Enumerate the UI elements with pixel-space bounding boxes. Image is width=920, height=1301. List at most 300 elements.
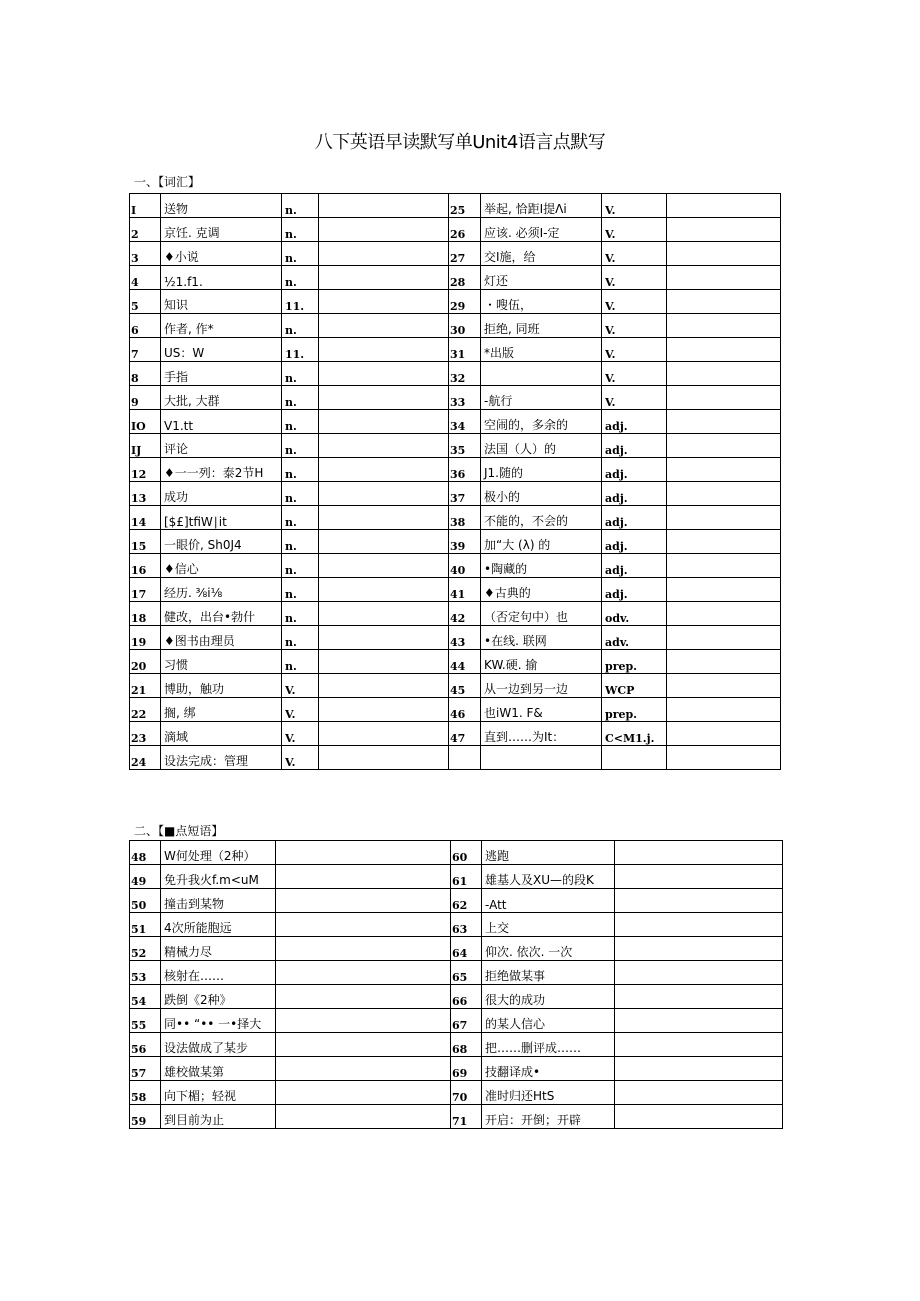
chinese-meaning: 向下楣；轻视 xyxy=(161,1081,276,1105)
entry-number: 69 xyxy=(451,1057,482,1081)
chinese-meaning: 仰次. 依次. 一次 xyxy=(482,937,615,961)
answer-blank[interactable] xyxy=(667,578,781,602)
answer-blank[interactable] xyxy=(319,506,449,530)
phrase-row xyxy=(130,985,783,1009)
entry-number: 41 xyxy=(449,578,481,602)
chinese-meaning: ½1.f1. xyxy=(161,266,282,290)
entry-number: I xyxy=(130,194,161,218)
entry-number: 29 xyxy=(449,290,481,314)
answer-blank[interactable] xyxy=(319,434,449,458)
answer-blank[interactable] xyxy=(667,266,781,290)
entry-number: 3 xyxy=(130,242,161,266)
answer-blank[interactable] xyxy=(667,530,781,554)
answer-blank[interactable] xyxy=(667,650,781,674)
entry-number: 37 xyxy=(449,482,481,506)
answer-blank[interactable] xyxy=(667,746,781,770)
answer-blank[interactable] xyxy=(276,961,451,985)
chinese-meaning: 经历. ⅜i⅛ xyxy=(161,578,282,602)
chinese-meaning: J1.随的 xyxy=(481,458,602,482)
answer-blank[interactable] xyxy=(667,194,781,218)
chinese-meaning: 准时归还HtS xyxy=(482,1081,615,1105)
chinese-meaning: 京饪. 克调 xyxy=(161,218,282,242)
part-of-speech: V. xyxy=(602,218,667,242)
entry-number: IJ xyxy=(130,434,161,458)
chinese-meaning: 不能的，不会的 xyxy=(481,506,602,530)
chinese-meaning: 跌倒《2种》 xyxy=(161,985,276,1009)
chinese-meaning: 空闹的，多余的 xyxy=(481,410,602,434)
answer-blank[interactable] xyxy=(615,1057,783,1081)
chinese-meaning: ♦图书由理员 xyxy=(161,626,282,650)
answer-blank[interactable] xyxy=(667,362,781,386)
chinese-meaning: 雄校做某第 xyxy=(161,1057,276,1081)
answer-blank[interactable] xyxy=(667,314,781,338)
chinese-meaning: 4次所能胞远 xyxy=(161,913,276,937)
chinese-meaning xyxy=(481,362,602,386)
entry-number: 2 xyxy=(130,218,161,242)
phrase-row xyxy=(130,1081,783,1105)
entry-number: 27 xyxy=(449,242,481,266)
entry-number: 49 xyxy=(130,865,161,889)
part-of-speech: n. xyxy=(282,314,319,338)
entry-number: 5 xyxy=(130,290,161,314)
answer-blank[interactable] xyxy=(667,482,781,506)
entry-number: 19 xyxy=(130,626,161,650)
part-of-speech: adj. xyxy=(602,530,667,554)
vocab-row xyxy=(130,290,781,314)
answer-blank[interactable] xyxy=(667,434,781,458)
part-of-speech: V. xyxy=(602,290,667,314)
chinese-meaning: W何处理（2种） xyxy=(161,841,276,865)
part-of-speech: V. xyxy=(602,314,667,338)
answer-blank[interactable] xyxy=(276,889,451,913)
part-of-speech: adj. xyxy=(602,458,667,482)
entry-number: 51 xyxy=(130,913,161,937)
page-title: 八下英语早读默写单Unit4语言点默写 xyxy=(314,132,606,153)
phrase-row xyxy=(130,937,783,961)
answer-blank[interactable] xyxy=(667,722,781,746)
part-of-speech: odv. xyxy=(602,602,667,626)
vocab-row xyxy=(130,650,781,674)
answer-blank[interactable] xyxy=(667,410,781,434)
part-of-speech: n. xyxy=(282,602,319,626)
answer-blank[interactable] xyxy=(319,650,449,674)
vocab-row xyxy=(130,338,781,362)
answer-blank[interactable] xyxy=(319,242,449,266)
part-of-speech: V. xyxy=(602,386,667,410)
phrase-row xyxy=(130,841,783,865)
answer-blank[interactable] xyxy=(319,554,449,578)
chinese-meaning: *出版 xyxy=(481,338,602,362)
entry-number: 12 xyxy=(130,458,161,482)
part-of-speech: n. xyxy=(282,266,319,290)
answer-blank[interactable] xyxy=(276,985,451,1009)
entry-number: 18 xyxy=(130,602,161,626)
chinese-meaning: 极小的 xyxy=(481,482,602,506)
part-of-speech: WCP xyxy=(602,674,667,698)
answer-blank[interactable] xyxy=(615,841,783,865)
entry-number: 46 xyxy=(449,698,481,722)
chinese-meaning: 搁, 绑 xyxy=(161,698,282,722)
entry-number: 38 xyxy=(449,506,481,530)
answer-blank[interactable] xyxy=(276,1081,451,1105)
answer-blank[interactable] xyxy=(276,913,451,937)
vocab-row xyxy=(130,458,781,482)
vocab-row xyxy=(130,314,781,338)
answer-blank[interactable] xyxy=(667,242,781,266)
chinese-meaning: 知识 xyxy=(161,290,282,314)
entry-number: 59 xyxy=(130,1105,161,1129)
entry-number: 53 xyxy=(130,961,161,985)
entry-number: 67 xyxy=(451,1009,482,1033)
part-of-speech: adj. xyxy=(602,482,667,506)
entry-number: 40 xyxy=(449,554,481,578)
phrase-row xyxy=(130,1057,783,1081)
chinese-meaning: 免升我火f.m<uM xyxy=(161,865,276,889)
answer-blank[interactable] xyxy=(276,1009,451,1033)
answer-blank[interactable] xyxy=(615,889,783,913)
chinese-meaning: ♦信心 xyxy=(161,554,282,578)
answer-blank[interactable] xyxy=(276,937,451,961)
part-of-speech: n. xyxy=(282,434,319,458)
phrase-row xyxy=(130,1009,783,1033)
entry-number: 15 xyxy=(130,530,161,554)
answer-blank[interactable] xyxy=(319,266,449,290)
phrases-table xyxy=(129,840,783,1129)
entry-number: 52 xyxy=(130,937,161,961)
answer-blank[interactable] xyxy=(319,290,449,314)
chinese-meaning: 法国（人）的 xyxy=(481,434,602,458)
answer-blank[interactable] xyxy=(667,458,781,482)
answer-blank[interactable] xyxy=(319,674,449,698)
chinese-meaning xyxy=(481,746,602,770)
vocab-row xyxy=(130,506,781,530)
chinese-meaning: 灯还 xyxy=(481,266,602,290)
part-of-speech: V. xyxy=(602,362,667,386)
entry-number: 28 xyxy=(449,266,481,290)
chinese-meaning: 拒绝, 同班 xyxy=(481,314,602,338)
entry-number: 58 xyxy=(130,1081,161,1105)
part-of-speech: V. xyxy=(602,242,667,266)
chinese-meaning: 把……删评成…… xyxy=(482,1033,615,1057)
phrase-row xyxy=(130,1033,783,1057)
entry-number: 7 xyxy=(130,338,161,362)
vocab-row xyxy=(130,266,781,290)
part-of-speech: n. xyxy=(282,194,319,218)
chinese-meaning: •在线. 联网 xyxy=(481,626,602,650)
vocab-row xyxy=(130,674,781,698)
entry-number: 17 xyxy=(130,578,161,602)
answer-blank[interactable] xyxy=(319,410,449,434)
entry-number: 65 xyxy=(451,961,482,985)
entry-number: 32 xyxy=(449,362,481,386)
answer-blank[interactable] xyxy=(319,218,449,242)
entry-number: 6 xyxy=(130,314,161,338)
chinese-meaning: 到目前为止 xyxy=(161,1105,276,1129)
answer-blank[interactable] xyxy=(319,314,449,338)
answer-blank[interactable] xyxy=(319,746,449,770)
chinese-meaning: 手指 xyxy=(161,362,282,386)
answer-blank[interactable] xyxy=(276,1033,451,1057)
chinese-meaning: -Att xyxy=(482,889,615,913)
entry-number: 57 xyxy=(130,1057,161,1081)
vocab-row xyxy=(130,218,781,242)
entry-number: 14 xyxy=(130,506,161,530)
vocab-row xyxy=(130,386,781,410)
chinese-meaning: US：W xyxy=(161,338,282,362)
phrase-row xyxy=(130,865,783,889)
answer-blank[interactable] xyxy=(319,338,449,362)
phrase-row xyxy=(130,889,783,913)
entry-number: 36 xyxy=(449,458,481,482)
entry-number: 56 xyxy=(130,1033,161,1057)
chinese-meaning: 也iW1. F& xyxy=(481,698,602,722)
chinese-meaning: 技翻译成• xyxy=(482,1057,615,1081)
part-of-speech: n. xyxy=(282,578,319,602)
entry-number: 20 xyxy=(130,650,161,674)
chinese-meaning: ♦一一列：泰2节H xyxy=(161,458,282,482)
answer-blank[interactable] xyxy=(667,698,781,722)
part-of-speech: V. xyxy=(282,674,319,698)
answer-blank[interactable] xyxy=(319,530,449,554)
entry-number: 21 xyxy=(130,674,161,698)
chinese-meaning: 开启：开倒；开辟 xyxy=(482,1105,615,1129)
entry-number: 54 xyxy=(130,985,161,1009)
entry-number: 22 xyxy=(130,698,161,722)
answer-blank[interactable] xyxy=(319,722,449,746)
answer-blank[interactable] xyxy=(667,626,781,650)
chinese-meaning: 设法做成了某步 xyxy=(161,1033,276,1057)
entry-number: 68 xyxy=(451,1033,482,1057)
part-of-speech: n. xyxy=(282,218,319,242)
vocabulary-table xyxy=(129,193,781,770)
chinese-meaning: 逃跑 xyxy=(482,841,615,865)
part-of-speech: adv. xyxy=(602,626,667,650)
part-of-speech: V. xyxy=(602,194,667,218)
chinese-meaning: 设法完成：管理 xyxy=(161,746,282,770)
part-of-speech: adj. xyxy=(602,578,667,602)
entry-number: 13 xyxy=(130,482,161,506)
answer-blank[interactable] xyxy=(319,602,449,626)
chinese-meaning: 博助，触功 xyxy=(161,674,282,698)
chinese-meaning: 交I施，给 xyxy=(481,242,602,266)
part-of-speech: 11. xyxy=(282,290,319,314)
entry-number: 55 xyxy=(130,1009,161,1033)
part-of-speech: n. xyxy=(282,362,319,386)
answer-blank[interactable] xyxy=(276,1105,451,1129)
part-of-speech: V. xyxy=(602,338,667,362)
part-of-speech: n. xyxy=(282,530,319,554)
chinese-meaning: （否定句中）也 xyxy=(481,602,602,626)
chinese-meaning: [$£]tfiW∣it xyxy=(161,506,282,530)
entry-number: 9 xyxy=(130,386,161,410)
answer-blank[interactable] xyxy=(615,1033,783,1057)
entry-number: 43 xyxy=(449,626,481,650)
part-of-speech: n. xyxy=(282,506,319,530)
chinese-meaning: 大批, 大群 xyxy=(161,386,282,410)
part-of-speech: n. xyxy=(282,410,319,434)
entry-number: 30 xyxy=(449,314,481,338)
part-of-speech: n. xyxy=(282,626,319,650)
answer-blank[interactable] xyxy=(667,290,781,314)
answer-blank[interactable] xyxy=(276,1057,451,1081)
entry-number: 35 xyxy=(449,434,481,458)
part-of-speech: V. xyxy=(602,266,667,290)
entry-number: 39 xyxy=(449,530,481,554)
chinese-meaning: •陶藏的 xyxy=(481,554,602,578)
entry-number: 48 xyxy=(130,841,161,865)
entry-number: 62 xyxy=(451,889,482,913)
entry-number: 45 xyxy=(449,674,481,698)
chinese-meaning: 一眼价, Sh0J4 xyxy=(161,530,282,554)
part-of-speech: n. xyxy=(282,458,319,482)
entry-number: 63 xyxy=(451,913,482,937)
entry-number: 44 xyxy=(449,650,481,674)
entry-number: 47 xyxy=(449,722,481,746)
vocab-row xyxy=(130,410,781,434)
chinese-meaning: 拒绝做某事 xyxy=(482,961,615,985)
answer-blank[interactable] xyxy=(615,913,783,937)
entry-number: 70 xyxy=(451,1081,482,1105)
answer-blank[interactable] xyxy=(667,338,781,362)
entry-number: 64 xyxy=(451,937,482,961)
vocab-row xyxy=(130,602,781,626)
entry-number: 33 xyxy=(449,386,481,410)
part-of-speech: adj. xyxy=(602,434,667,458)
answer-blank[interactable] xyxy=(615,985,783,1009)
phrase-row xyxy=(130,1105,783,1129)
vocab-row xyxy=(130,194,781,218)
part-of-speech: V. xyxy=(282,746,319,770)
chinese-meaning: 成功 xyxy=(161,482,282,506)
chinese-meaning: 精械力尽 xyxy=(161,937,276,961)
answer-blank[interactable] xyxy=(319,386,449,410)
vocab-row xyxy=(130,242,781,266)
section-phrases-heading: 二、【■点短语】 xyxy=(134,824,224,838)
chinese-meaning: 直到……为It： xyxy=(481,722,602,746)
chinese-meaning: 送物 xyxy=(161,194,282,218)
answer-blank[interactable] xyxy=(319,362,449,386)
chinese-meaning: 的某人信心 xyxy=(482,1009,615,1033)
entry-number: 24 xyxy=(130,746,161,770)
part-of-speech: n. xyxy=(282,242,319,266)
chinese-meaning: 撞击到某物 xyxy=(161,889,276,913)
answer-blank[interactable] xyxy=(667,506,781,530)
vocab-row xyxy=(130,746,781,770)
chinese-meaning: ♦小说 xyxy=(161,242,282,266)
answer-blank[interactable] xyxy=(615,865,783,889)
entry-number xyxy=(449,746,481,770)
answer-blank[interactable] xyxy=(319,626,449,650)
entry-number: 71 xyxy=(451,1105,482,1129)
chinese-meaning: 作者, 作* xyxy=(161,314,282,338)
part-of-speech: adj. xyxy=(602,506,667,530)
answer-blank[interactable] xyxy=(667,674,781,698)
answer-blank[interactable] xyxy=(615,1081,783,1105)
chinese-meaning: 从一边到另一边 xyxy=(481,674,602,698)
phrase-row xyxy=(130,961,783,985)
part-of-speech: n. xyxy=(282,386,319,410)
part-of-speech: adj. xyxy=(602,554,667,578)
chinese-meaning: V1.tt xyxy=(161,410,282,434)
chinese-meaning: 加“大 (λ) 的 xyxy=(481,530,602,554)
chinese-meaning: -航行 xyxy=(481,386,602,410)
part-of-speech xyxy=(602,746,667,770)
section-vocabulary-heading: 一、【词汇】 xyxy=(134,175,201,189)
answer-blank[interactable] xyxy=(615,961,783,985)
chinese-meaning: 举起, 恰距I提Λi xyxy=(481,194,602,218)
answer-blank[interactable] xyxy=(667,386,781,410)
answer-blank[interactable] xyxy=(319,698,449,722)
part-of-speech: V. xyxy=(282,698,319,722)
part-of-speech: n. xyxy=(282,482,319,506)
chinese-meaning: 健改，出台•勃什 xyxy=(161,602,282,626)
entry-number: 31 xyxy=(449,338,481,362)
answer-blank[interactable] xyxy=(319,578,449,602)
answer-blank[interactable] xyxy=(667,554,781,578)
part-of-speech: C<M1.j. xyxy=(602,722,667,746)
part-of-speech: V. xyxy=(282,722,319,746)
chinese-meaning: ♦古典的 xyxy=(481,578,602,602)
chinese-meaning: 评论 xyxy=(161,434,282,458)
chinese-meaning: 雄基人及XU—的段K xyxy=(482,865,615,889)
answer-blank[interactable] xyxy=(615,937,783,961)
vocab-row xyxy=(130,482,781,506)
entry-number: 60 xyxy=(451,841,482,865)
answer-blank[interactable] xyxy=(667,218,781,242)
entry-number: 23 xyxy=(130,722,161,746)
answer-blank[interactable] xyxy=(615,1105,783,1129)
part-of-speech: prep. xyxy=(602,650,667,674)
answer-blank[interactable] xyxy=(319,194,449,218)
vocab-row xyxy=(130,698,781,722)
chinese-meaning: KW.硬. 揄 xyxy=(481,650,602,674)
entry-number: 66 xyxy=(451,985,482,1009)
part-of-speech: n. xyxy=(282,650,319,674)
vocab-row xyxy=(130,530,781,554)
entry-number: 25 xyxy=(449,194,481,218)
entry-number: 4 xyxy=(130,266,161,290)
answer-blank[interactable] xyxy=(319,482,449,506)
chinese-meaning: 核射在…… xyxy=(161,961,276,985)
entry-number: 26 xyxy=(449,218,481,242)
answer-blank[interactable] xyxy=(667,602,781,626)
chinese-meaning: 滴域 xyxy=(161,722,282,746)
chinese-meaning: ・嗖伍， xyxy=(481,290,602,314)
part-of-speech: 11. xyxy=(282,338,319,362)
entry-number: 61 xyxy=(451,865,482,889)
vocab-row xyxy=(130,554,781,578)
phrase-row xyxy=(130,913,783,937)
entry-number: 34 xyxy=(449,410,481,434)
answer-blank[interactable] xyxy=(319,458,449,482)
answer-blank[interactable] xyxy=(276,841,451,865)
chinese-meaning: 很大的成功 xyxy=(482,985,615,1009)
part-of-speech: n. xyxy=(282,554,319,578)
vocab-row xyxy=(130,362,781,386)
chinese-meaning: 同•• “•• 一•择大 xyxy=(161,1009,276,1033)
entry-number: 50 xyxy=(130,889,161,913)
answer-blank[interactable] xyxy=(276,865,451,889)
part-of-speech: prep. xyxy=(602,698,667,722)
vocab-row xyxy=(130,434,781,458)
chinese-meaning: 上交 xyxy=(482,913,615,937)
vocab-row xyxy=(130,578,781,602)
answer-blank[interactable] xyxy=(615,1009,783,1033)
vocab-row xyxy=(130,722,781,746)
entry-number: 16 xyxy=(130,554,161,578)
entry-number: 42 xyxy=(449,602,481,626)
part-of-speech: adj. xyxy=(602,410,667,434)
